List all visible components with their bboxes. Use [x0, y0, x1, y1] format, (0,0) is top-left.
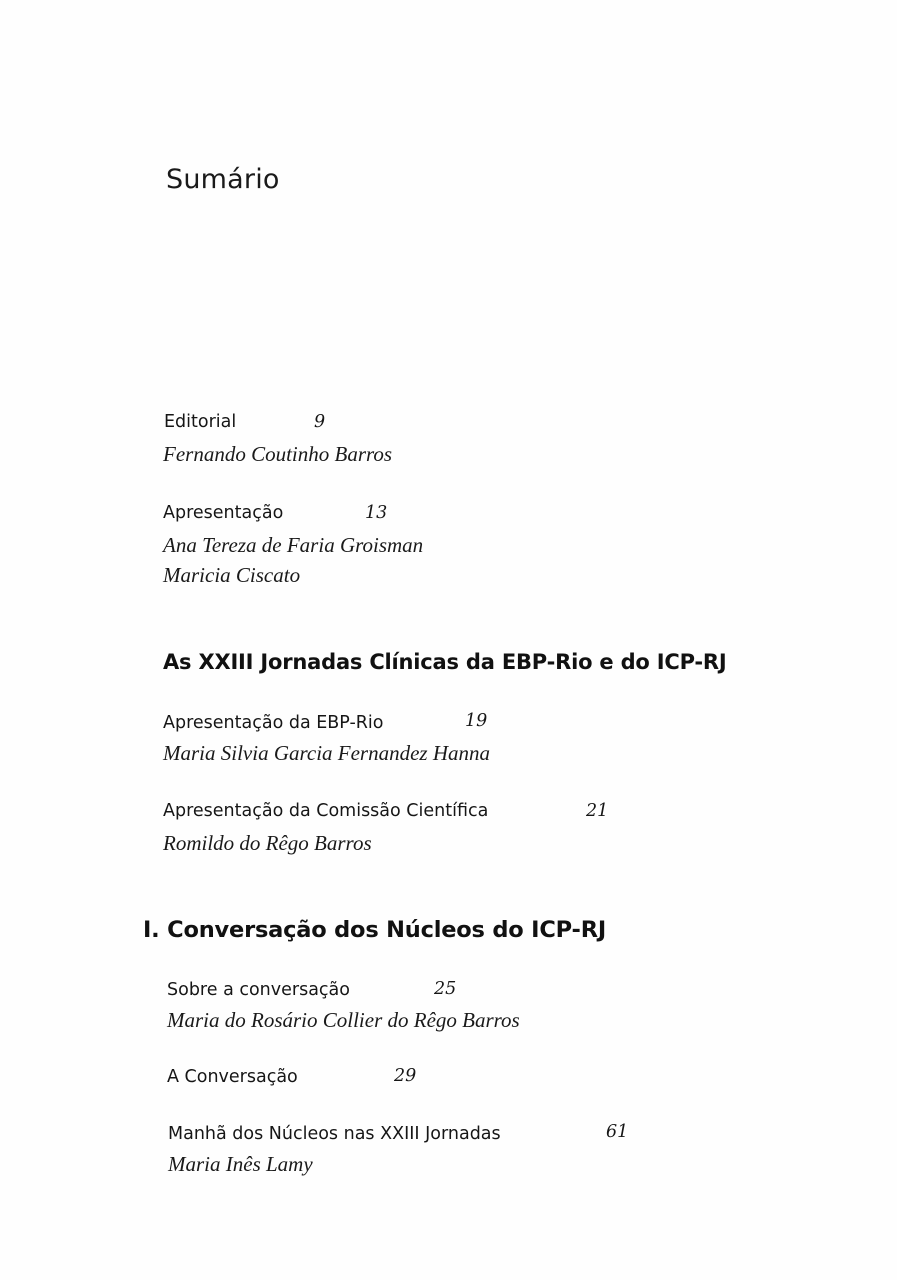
toc-entry-page-manha-nucleos: 61	[606, 1122, 629, 1142]
toc-entry-author: Romildo do Rêgo Barros	[163, 831, 372, 855]
toc-entry-page-sobre-conversacao: 25	[434, 979, 457, 999]
toc-entry-author: Fernando Coutinho Barros	[163, 442, 393, 466]
toc-entry-author: Ana Tereza de Faria Groisman	[163, 533, 424, 557]
toc-entry-author: Maricia Ciscato	[163, 563, 301, 587]
toc-entry-title-a-conversacao: A Conversação	[167, 1067, 298, 1087]
toc-entry-title-manha-nucleos: Manhã dos Núcleos nas XXIII Jornadas	[168, 1124, 501, 1144]
page-title: Sumário	[166, 164, 280, 195]
toc-entry-page-a-conversacao: 29	[394, 1066, 417, 1086]
toc-entry-page-apresentacao: 13	[365, 503, 388, 523]
toc-entry-title-sobre-conversacao: Sobre a conversação	[167, 980, 350, 1000]
section-heading-jornadas: As XXIII Jornadas Clínicas da EBP-Rio e do ICP-RJ	[163, 650, 727, 674]
toc-entry-title-apresentacao-ebp: Apresentação da EBP-Rio	[163, 713, 384, 733]
toc-entry-title-apresentacao-comissao: Apresentação da Comissão Científica	[163, 801, 489, 821]
section-heading-conversacao: I. Conversação dos Núcleos do ICP-RJ	[143, 917, 606, 943]
toc-entry-author: Maria Inês Lamy	[168, 1152, 313, 1176]
toc-entry-title-editorial: Editorial	[164, 412, 237, 432]
toc-entry-author: Maria do Rosário Collier do Rêgo Barros	[167, 1008, 520, 1032]
toc-entry-page-apresentacao-comissao: 21	[586, 801, 609, 821]
toc-entry-page-apresentacao-ebp: 19	[465, 711, 488, 731]
toc-entry-title-apresentacao: Apresentação	[163, 503, 284, 523]
toc-entry-page-editorial: 9	[314, 412, 326, 432]
toc-entry-author: Maria Silvia Garcia Fernandez Hanna	[163, 741, 491, 765]
